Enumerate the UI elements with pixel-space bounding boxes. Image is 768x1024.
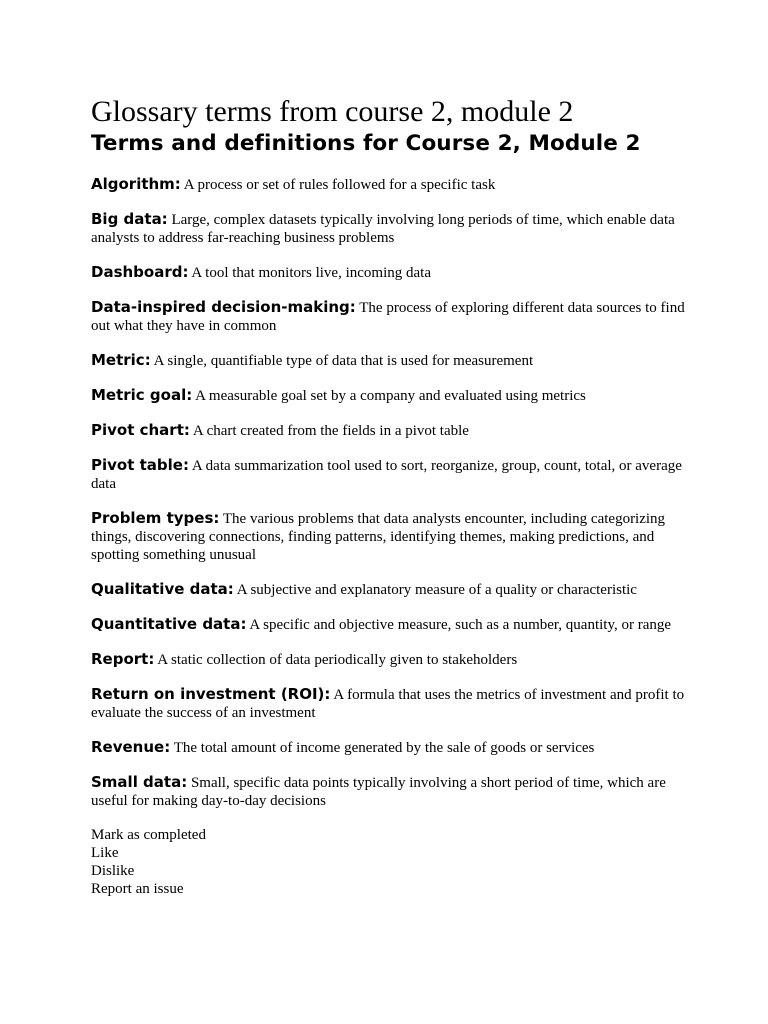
glossary-term: Small data:: [91, 773, 188, 791]
glossary-entry-small-data: [91, 773, 691, 810]
glossary-term: Report:: [91, 650, 155, 668]
glossary-definition: A chart created from the fields in a pivot table: [192, 423, 469, 439]
glossary-term: Metric:: [91, 351, 151, 369]
glossary-definition: A data summarization tool used to sort, reorganize, group, count, total, or average data: [91, 458, 682, 492]
glossary-term: Data-inspired decision-making:: [91, 298, 356, 316]
glossary-definition: A tool that monitors live, incoming data: [191, 265, 431, 281]
glossary-definition: The process of exploring different data sources to find out what they have in common: [91, 300, 685, 334]
glossary-term: Return on investment (ROI):: [91, 685, 331, 703]
glossary-definition: A measurable goal set by a company and evaluated using metrics: [195, 388, 586, 404]
glossary-entry-pivot-chart: [91, 421, 691, 440]
glossary-term: Qualitative data:: [91, 580, 234, 598]
glossary-term: Quantitative data:: [91, 615, 247, 633]
glossary-entry-algorithm: [91, 175, 691, 194]
like-button[interactable]: Like: [91, 845, 119, 861]
glossary-term: Pivot table:: [91, 456, 189, 474]
glossary-entry-qualitative-data: [91, 580, 691, 599]
document-page: [91, 94, 691, 898]
glossary-entry-pivot-table: [91, 456, 691, 493]
glossary-definition: The various problems that data analysts encounter, including categorizing things, discovering connections, finding patterns, identifying themes, making predictions, and spotting something unusual: [91, 511, 666, 563]
glossary-definition: A process or set of rules followed for a specific task: [183, 177, 496, 193]
glossary-definition: Small, specific data points typically involving a short period of time, which are useful for making day-to-day decisions: [91, 775, 666, 809]
page-title: Glossary terms from course 2, module 2: [91, 95, 574, 128]
mark-as-completed-button[interactable]: Mark as completed: [91, 827, 206, 843]
glossary-definition: A subjective and explanatory measure of a quality or characteristic: [236, 582, 637, 598]
glossary-list: [91, 175, 691, 810]
glossary-definition: A specific and objective measure, such as a number, quantity, or range: [249, 617, 672, 633]
glossary-entry-metric-goal: [91, 386, 691, 405]
glossary-entry-report: [91, 650, 691, 669]
glossary-term: Dashboard:: [91, 263, 189, 281]
glossary-entry-big-data: [91, 210, 691, 247]
glossary-term: Metric goal:: [91, 386, 193, 404]
dislike-button[interactable]: Dislike: [91, 863, 135, 879]
glossary-definition: Large, complex datasets typically involving long periods of time, which enable data analysts to address far-reaching business problems: [91, 212, 675, 246]
glossary-term: Revenue:: [91, 738, 171, 756]
page-actions: [91, 826, 691, 898]
glossary-entry-quantitative-data: [91, 615, 691, 634]
glossary-definition: The total amount of income generated by the sale of goods or services: [173, 740, 595, 756]
glossary-term: Problem types:: [91, 509, 220, 527]
page-subtitle: Terms and definitions for Course 2, Module 2: [91, 131, 641, 156]
glossary-definition: A static collection of data periodically given to stakeholders: [157, 652, 518, 668]
glossary-entry-revenue: [91, 738, 691, 757]
glossary-entry-data-inspired-decision-making: [91, 298, 691, 335]
glossary-definition: A single, quantifiable type of data that is used for measurement: [153, 353, 534, 369]
glossary-term: Pivot chart:: [91, 421, 190, 439]
glossary-entry-problem-types: [91, 509, 691, 564]
glossary-term: Big data:: [91, 210, 168, 228]
glossary-entry-return-on-investment: [91, 685, 691, 722]
report-issue-link[interactable]: Report an issue: [91, 881, 184, 897]
glossary-term: Algorithm:: [91, 175, 181, 193]
glossary-definition: A formula that uses the metrics of investment and profit to evaluate the success of an investment: [91, 687, 685, 721]
glossary-entry-dashboard: [91, 263, 691, 282]
glossary-entry-metric: [91, 351, 691, 370]
